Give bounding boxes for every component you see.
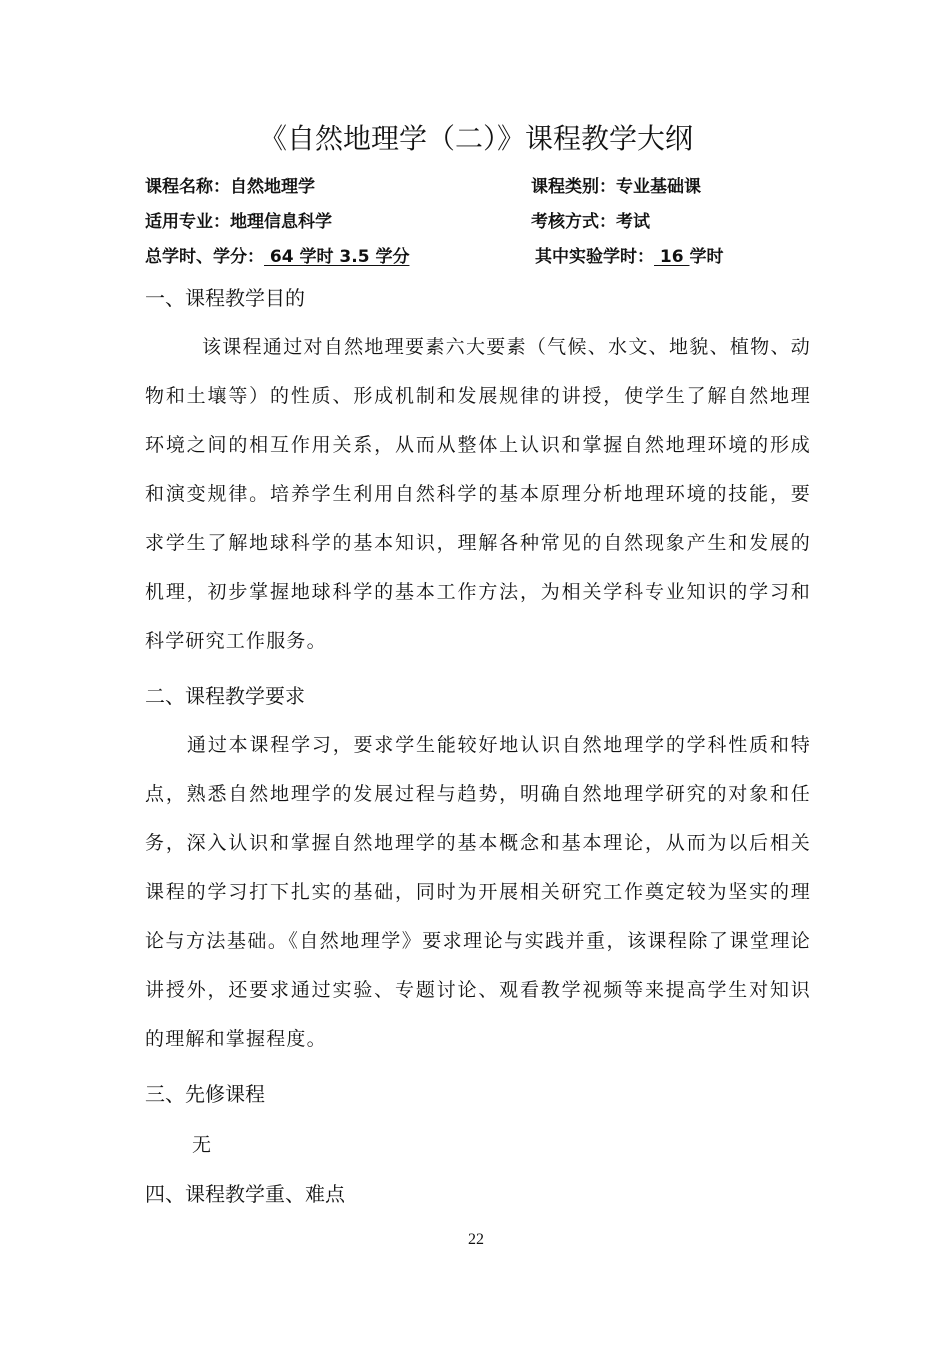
assessment-label: 考核方式： xyxy=(531,212,616,232)
course-type-row xyxy=(531,175,701,199)
course-name-label: 课程名称： xyxy=(145,177,230,197)
hours-label: 总学时、学分： xyxy=(145,247,264,267)
hours-value: 64 学时 3.5 学分 xyxy=(264,247,410,267)
course-name-row xyxy=(145,175,315,199)
course-name-value: 自然地理学 xyxy=(230,177,315,197)
course-type-value: 专业基础课 xyxy=(616,177,701,197)
major-row xyxy=(145,210,332,234)
assessment-value: 考试 xyxy=(616,212,650,232)
section-heading-key-points: 四、课程教学重、难点 xyxy=(145,1182,345,1206)
page-title: 《自然地理学（二）》课程教学大纲 xyxy=(258,122,693,155)
lab-hours-row xyxy=(535,245,724,269)
lab-hours-label: 其中实验学时： xyxy=(535,247,654,267)
page-number: 22 xyxy=(468,1231,484,1248)
section-text-purpose: 该课程通过对自然地理要素六大要素（气候、水文、地貌、植物、动物和土壤等）的性质、形成机制和发展规律的讲授，使学生了解自然地理环境之间的相互作用关系，从而从整体上认识和掌握自然地理环境的形成和演变规律。培养学生利用自然科学的基本原理分析地理环境的技能，要求学生了解地球科学的基本知识，理解各种常见的自然现象产生和发展的机理，初步掌握地球科学的基本工作方法，为相关学科专业知识的学习和科学研究工作服务。 xyxy=(145,336,811,652)
major-label: 适用专业： xyxy=(145,212,230,232)
major-value: 地理信息科学 xyxy=(230,212,332,232)
lab-hours-value: 16 xyxy=(654,247,690,267)
lab-hours-unit: 学时 xyxy=(689,247,724,267)
section-heading-requirements: 二、课程教学要求 xyxy=(145,684,305,708)
section-text-requirements: 通过本课程学习，要求学生能较好地认识自然地理学的学科性质和特点，熟悉自然地理学的发展过程与趋势，明确自然地理学研究的对象和任务，深入认识和掌握自然地理学的基本概念和基本理论，从而为以后相关课程的学习打下扎实的基础，同时为开展相关研究工作奠定较为坚实的理论与方法基础。《自然地理学》要求理论与实践并重，该课程除了课堂理论讲授外，还要求通过实验、专题讨论、观看教学视频等来提高学生对知识的理解和掌握程度。 xyxy=(145,734,811,1050)
course-type-label: 课程类别： xyxy=(531,177,616,197)
section-heading-prerequisites: 三、先修课程 xyxy=(145,1082,265,1106)
hours-row xyxy=(145,245,409,269)
section-text-prerequisites: 无 xyxy=(192,1134,212,1156)
assessment-row xyxy=(531,210,650,234)
section-heading-purpose: 一、课程教学目的 xyxy=(145,286,305,310)
